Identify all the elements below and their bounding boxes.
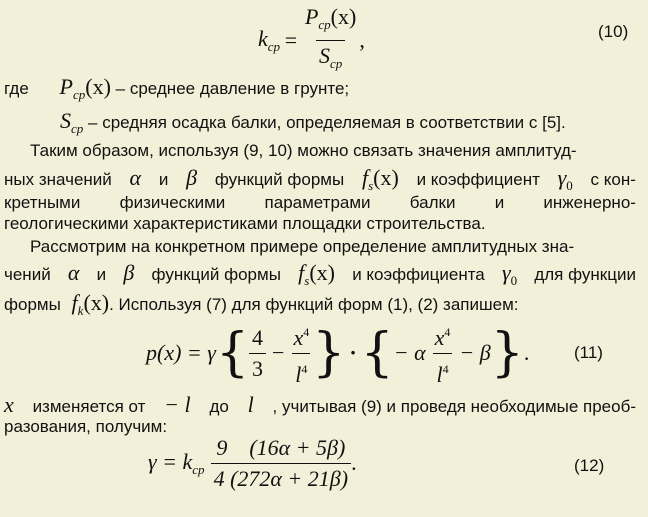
alpha-symbol: α [67,260,80,285]
eq10-num-arg: (x) [330,4,357,29]
fs-symbol: f [361,165,369,190]
para2-l2c: и коэффициента [352,265,485,284]
para3-t3: , учитывая (9) и проведя необходимые преоб- [272,397,636,416]
gamma-symbol: γ [557,165,567,190]
fs-sub: s [368,178,374,193]
eq11-f3-den: l [436,361,443,387]
eq11-f2-den-sup: 4 [301,361,308,376]
fs-sub: s [304,273,310,288]
where-s-text: – средняя осадка балки, определяемая в соответствии с [5]. [88,113,566,132]
alpha-symbol: α [129,165,142,190]
where-p-arg: (x) [85,74,111,99]
where-p-sub: cp [73,87,86,102]
beta-symbol: β [123,260,135,285]
eq11-f2-num-sup: 4 [303,324,310,339]
where-p-line [4,74,349,103]
where-s-sub: cp [71,121,84,136]
para1-l2c: и коэффициент [416,170,540,189]
eq11-minus-beta: − β [459,340,491,365]
para3-line2: разования, получим: [4,417,168,436]
eq11-f2-num: x [293,324,304,350]
eq10-lhs-sub: cp [267,39,281,54]
neg-l-symbol: − l [164,392,191,417]
right-brace-1: } [312,323,346,383]
eq12-lhs-sub: cp [192,461,205,477]
fs-arg: (x) [309,260,335,285]
para3-line1 [4,393,636,419]
fk-symbol: f [71,290,78,315]
eq12-number: (12) [574,456,605,475]
gamma-sub: 0 [510,273,518,288]
fs-symbol: f [298,260,305,285]
beta-symbol: β [186,165,198,190]
para1-l3-w5: инженерно- [543,193,636,212]
and-word: и [158,170,169,189]
where-s-line [60,108,566,137]
eq12-num: 9 (16α + 5β) [216,434,346,460]
para1-l2b: функций формы [214,170,345,189]
eq11-f3-den-sup: 4 [442,361,449,376]
equation-11 [146,322,530,387]
para1-l2d: с кон- [590,170,636,189]
para2-l2a: чений [4,265,51,284]
eq10-number: (10) [598,22,629,41]
para1-line3 [4,191,636,215]
para1-l2a: ных значений [4,170,112,189]
eq12-fraction [211,433,352,494]
equation-12 [148,433,357,493]
eq11-number: (11) [574,343,603,362]
para1-l3-w3: балки [409,193,456,212]
l-symbol: l [247,392,254,417]
para2-l2b: функций формы [151,265,281,284]
eq10-den: S [318,43,330,68]
para2-line3 [4,290,519,319]
eq10-num: P [304,4,319,29]
eq10-num-sub: cp [318,17,331,32]
gamma-symbol: γ [501,260,511,285]
eq11-frac1 [249,323,266,384]
eq11-f2-den: l [295,361,302,387]
eq12-den: 4 (272α + 21β) [211,463,352,494]
para1-l3-w0: кретными [4,193,81,212]
gamma-sub: 0 [566,178,573,193]
eq10-lhs: k [258,26,268,51]
fk-arg: (x) [83,290,110,315]
fs-arg: (x) [373,165,399,190]
eq10-fraction [302,2,359,79]
and-word: и [96,265,107,284]
para1-line4: геологическими характеристиками площадки строительства. [4,214,486,233]
eq11-dot: · [349,340,357,365]
right-brace-2: } [490,323,524,383]
para2-l3b: . Используя (7) для функций форм (1), (2) запишем: [109,295,519,314]
equation-10: $k_{cp}$ = $\frac{P_{cp}(x)}{S_{cp}}$ , [258,2,365,79]
left-brace-2: { [360,323,394,383]
eq11-frac2 [290,317,312,390]
para2-l2d: для функции [534,265,636,284]
para3-t2: до [209,397,229,416]
eq11-f1-den: 3 [249,353,266,384]
eq11-f3-num: x [434,324,445,350]
where-s-sym: S [60,108,71,133]
para3-t1: изменяется от [32,397,146,416]
where-p-sym: P [59,74,73,99]
fk-sub: k [77,303,84,318]
para1-l3-w4: и [494,193,505,212]
eq11-tail: . [523,340,530,365]
eq12-lhs: γ = k [148,448,193,474]
eq11-minus: − [272,340,285,365]
x-symbol: x [4,392,14,417]
where-word: где [4,79,29,98]
where-p-text: – среднее давление в грунте; [115,79,350,98]
eq10-tail: , [359,27,365,53]
eq11-neg-alpha: − α [393,340,426,365]
left-brace-1: { [215,323,250,383]
para1-l3-w2: параметрами [264,193,371,212]
para1-line1: Таким образом, используя (9, 10) можно связать значения амплитуд- [30,141,577,160]
eq11-f1-num: 4 [252,324,264,350]
para2-l3a: формы [4,295,61,314]
eq11-lhs: p(x) = γ [146,340,216,365]
eq11-frac3 [432,317,454,390]
para1-l3-w1: физическими [119,193,226,212]
eq12-tail: . [351,450,357,475]
eq11-f3-num-sup: 4 [444,324,451,339]
para2-line1: Рассмотрим на конкретном примере определение амплитудных зна- [30,237,575,256]
para2-line2 [4,261,636,293]
eq10-den-sub: cp [329,56,343,71]
